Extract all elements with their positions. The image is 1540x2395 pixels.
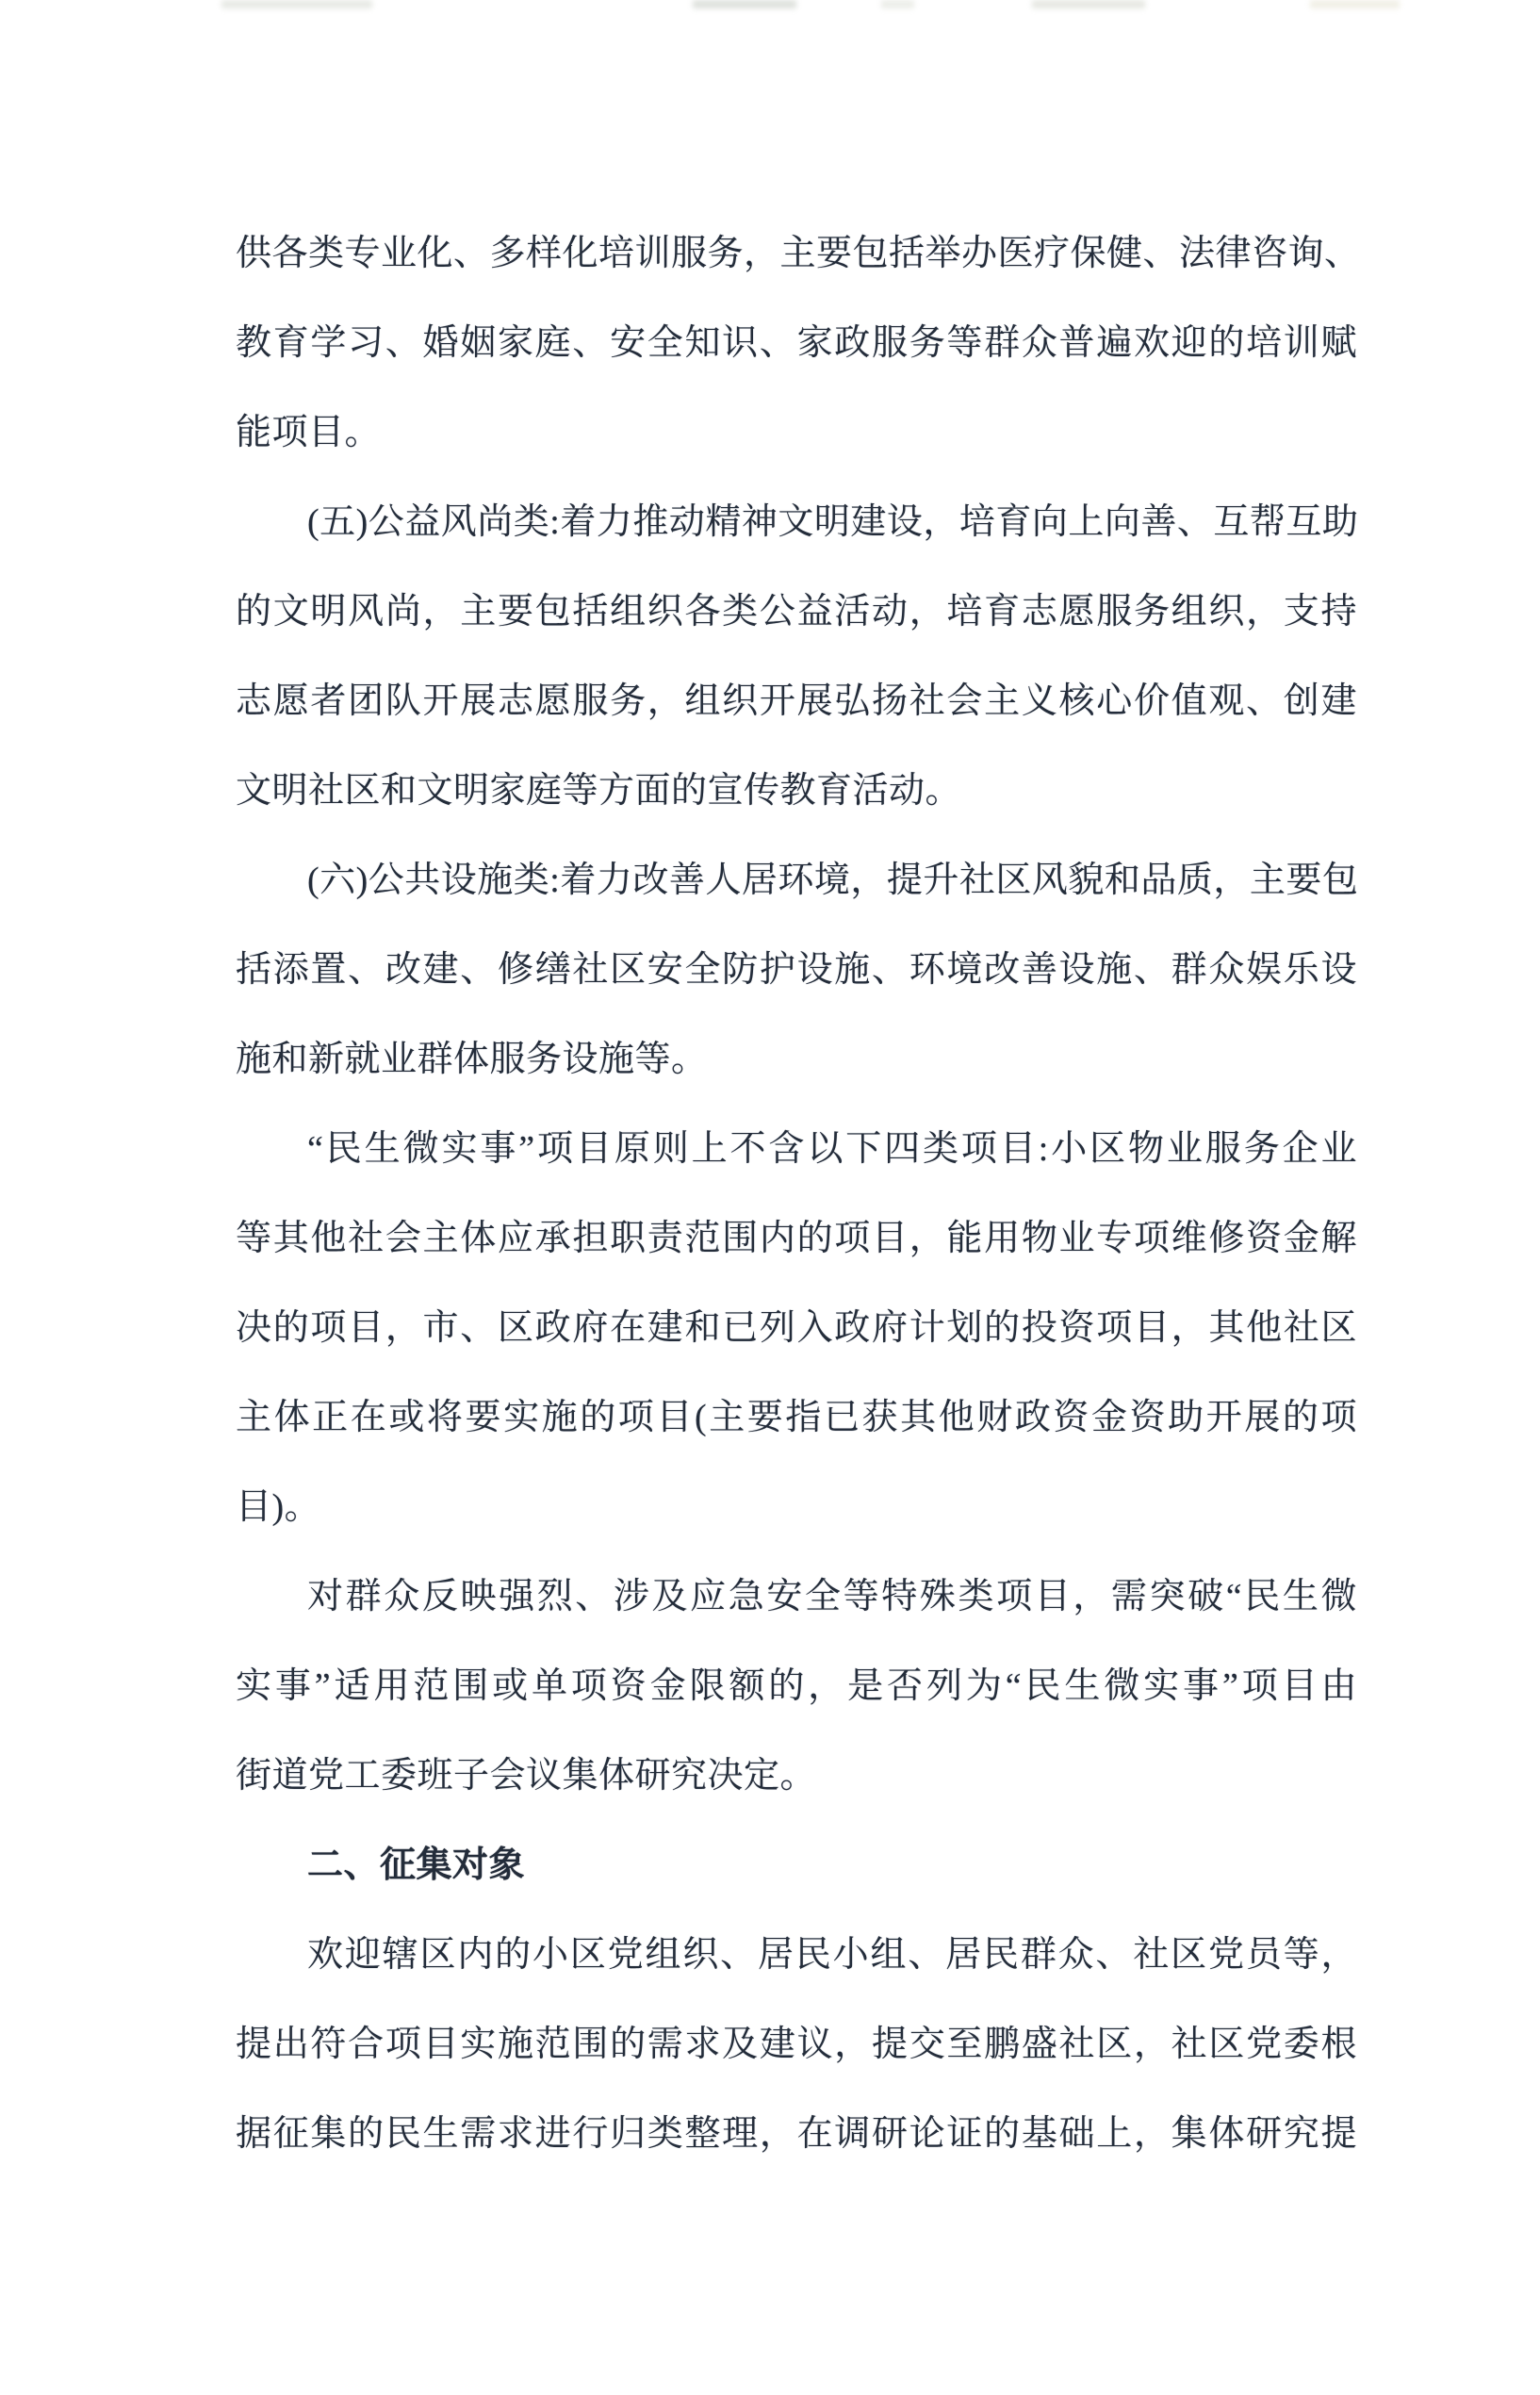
text-line: 提出符合项目实施范围的需求及建议，提交至鹏盛社区，社区党委根 bbox=[236, 2025, 1357, 2064]
scan-artifact bbox=[221, 0, 372, 8]
text-line: (五)公益风尚类:着力推动精神文明建设，培育向上向善、互帮互助 bbox=[307, 502, 1359, 542]
text-line: 施和新就业群体服务设施等。 bbox=[236, 1040, 708, 1079]
scan-artifact bbox=[1032, 0, 1145, 8]
text-line: 括添置、改建、修缮社区安全防护设施、环境改善设施、群众娱乐设 bbox=[236, 950, 1357, 990]
text-line: 能项目。 bbox=[236, 413, 382, 452]
text-line: 据征集的民生需求进行归类整理，在调研论证的基础上，集体研究提 bbox=[236, 2114, 1357, 2154]
scan-artifact bbox=[881, 0, 914, 8]
text-line: 欢迎辖区内的小区党组织、居民小组、居民群众、社区党员等， bbox=[307, 1935, 1357, 1975]
text-line: 教育学习、婚姻家庭、安全知识、家政服务等群众普遍欢迎的培训赋 bbox=[236, 323, 1357, 363]
text-line: 志愿者团队开展志愿服务，组织开展弘扬社会主义核心价值观、创建 bbox=[236, 681, 1357, 721]
text-line: 对群众反映强烈、涉及应急安全等特殊类项目，需突破“民生微 bbox=[307, 1577, 1357, 1616]
text-line: 街道党工委班子会议集体研究决定。 bbox=[236, 1756, 817, 1796]
text-line: 等其他社会主体应承担职责范围内的项目，能用物业专项维修资金解 bbox=[236, 1219, 1357, 1258]
text-line: (六)公共设施类:着力改善人居环境，提升社区风貌和品质，主要包 bbox=[307, 861, 1359, 900]
text-line: “民生微实事”项目原则上不含以下四类项目:小区物业服务企业 bbox=[307, 1129, 1357, 1169]
text-line: 的文明风尚，主要包括组织各类公益活动，培育志愿服务组织，支持 bbox=[236, 592, 1357, 632]
text-line: 供各类专业化、多样化培训服务，主要包括举办医疗保健、法律咨询、 bbox=[236, 234, 1361, 273]
text-line: 实事”适用范围或单项资金限额的，是否列为“民生微实事”项目由 bbox=[236, 1666, 1357, 1706]
text-line: 目)。 bbox=[236, 1487, 321, 1527]
text-line: 文明社区和文明家庭等方面的宣传教育活动。 bbox=[236, 771, 962, 811]
text-line: 决的项目，市、区政府在建和已列入政府计划的投资项目，其他社区 bbox=[236, 1308, 1357, 1348]
scan-artifact bbox=[1310, 0, 1400, 8]
text-line: 主体正在或将要实施的项目(主要指已获其他财政资金资助开展的项 bbox=[236, 1398, 1357, 1437]
scan-artifact bbox=[693, 0, 796, 8]
text-block bbox=[236, 209, 1361, 2179]
section-heading: 二、征集对象 bbox=[307, 1845, 526, 1885]
